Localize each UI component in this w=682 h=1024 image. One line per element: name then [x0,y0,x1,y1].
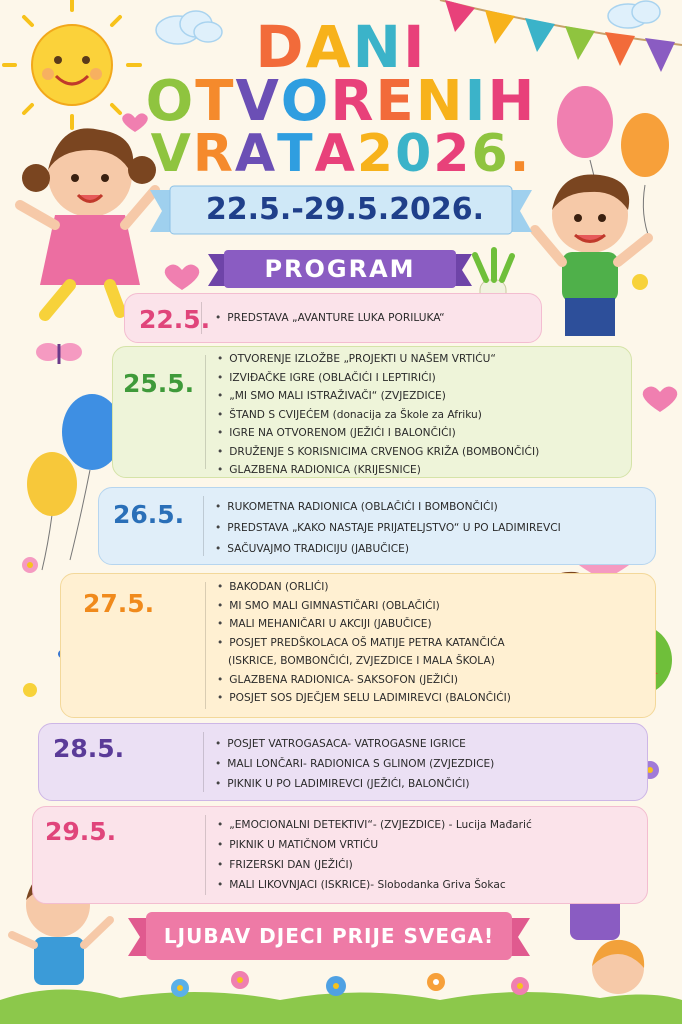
title-letter: 6 [471,124,510,184]
list-item: • MALI LONČARI- RADIONICA S GLINOM (ZVJEZDICE) [215,754,494,774]
title-letter: A [234,124,278,184]
title-letter: O [145,69,196,134]
title-letter: R [330,69,376,134]
list-item: • „MI SMO MALI ISTRAŽIVAČI“ (ZVJEZDICE) [217,387,539,406]
list-item: • BAKODAN (ORLIĆI) [217,578,511,597]
day-items [217,350,539,480]
title-letter: N [352,13,403,81]
title-letter: . [509,124,532,184]
butterfly-icon [36,343,82,364]
list-item: • MALI LIKOVNJACI (ISKRICE)- Slobodanka Griva Šokac [217,875,532,895]
day-box-27 [60,573,656,718]
title-letter: 2 [356,124,396,184]
title-letter: A [314,124,357,184]
list-item: • MALI MEHANIČARI U AKCIJI (JABUČICE) [217,615,511,634]
title-letter: T [277,124,315,184]
day-date: 22.5. [139,305,211,334]
list-item: • FRIZERSKI DAN (JEŽIĆI) [217,855,532,875]
title-line-2 [0,69,682,134]
list-item: • OTVORENJE IZLOŽBE „PROJEKTI U NAŠEM VRTIĆU“ [217,350,539,369]
heart-icon [643,386,678,412]
list-item: • RUKOMETNA RADIONICA (OBLAČIĆI I BOMBONČIĆI) [215,497,561,518]
title-letter: V [235,69,281,134]
title-line-1 [0,13,682,81]
day-box-26 [98,487,656,565]
day-date: 29.5. [45,817,117,846]
day-date: 26.5. [113,500,185,529]
list-item: • ŠTAND S CVIJEĆEM (donacija za Škole za Afriku) [217,406,539,425]
list-item: • POSJET PREDŠKOLACA OŠ MATIJE PETRA KATANČIĆA [217,634,511,653]
list-item: • POSJET SOS DJEČJEM SELU LADIMIREVCI (BALONČIĆI) [217,689,511,708]
list-item: • „EMOCIONALNI DETEKTIVI“- (ZVJEZDICE) - Lucija Mađarić [217,815,532,835]
title-letter: 2 [433,124,472,184]
list-item: • MI SMO MALI GIMNASTIČARI (OBLAČIĆI) [217,597,511,616]
list-item: • PIKNIK U MATIČNOM VRTIĆU [217,835,532,855]
list-item: • IZVIĐAČKE IGRE (OBLAČIĆI I LEPTIRIĆI) [217,369,539,388]
title-letter: I [403,13,427,81]
day-box-22 [124,293,542,343]
title-letter: D [255,13,306,81]
day-box-25 [112,346,632,478]
day-date: 27.5. [83,589,155,618]
title-letter: I [464,69,488,134]
list-item-continued: (ISKRICE, BOMBONČIĆI, ZVJEZDICE I MALA ŠKOLA) [228,655,495,667]
title-letter: R [192,124,235,184]
title-line-3 [0,124,682,184]
day-items [215,309,445,328]
list-item: • PIKNIK U PO LADIMIREVCI (JEŽIĆI, BALONČIĆI) [215,774,494,794]
day-items [217,815,532,895]
title-letter: H [487,69,537,134]
title-letter: E [375,69,416,134]
list-item: • GLAZBENA RADIONICA- SAKSOFON (JEŽIĆI) [217,671,511,690]
title-letter: T [195,69,236,134]
program-label: PROGRAM [264,255,416,283]
list-item: • PREDSTAVA „KAKO NASTAJE PRIJATELJSTVO“ U PO LADIMIREVCI [215,518,561,539]
day-date: 25.5. [123,369,195,398]
title-text [151,124,532,184]
day-items [215,734,494,794]
date-range: 22.5.-29.5.2026. [205,192,485,227]
boy-character-icon [535,174,648,336]
day-items [217,578,511,708]
list-item: • PREDSTAVA „AVANTURE LUKA PORILUKA“ [215,309,445,328]
day-date: 28.5. [53,734,125,763]
day-box-28 [38,723,648,801]
title-letter: N [415,69,465,134]
list-item: • GLAZBENA RADIONICA (KRIJESNICE) [217,461,539,480]
list-item: • IGRE NA OTVORENOM (JEŽIĆI I BALONČIĆI) [217,424,539,443]
title-letter: V [150,124,193,184]
title-letter: 0 [395,124,434,184]
day-box-29 [32,806,648,904]
list-item: • DRUŽENJE S KORISNICIMA CRVENOG KRIŽA (BOMBONČIĆI) [217,443,539,462]
day-items [215,497,561,560]
title-letter: O [280,69,331,134]
footer-slogan: LJUBAV DJECI PRIJE SVEGA! [163,924,495,948]
list-item: • SAČUVAJMO TRADICIJU (JABUČICE) [215,539,561,560]
heart-icon [165,264,200,290]
list-item: • POSJET VATROGASACA- VATROGASNE IGRICE [215,734,494,754]
title-letter: A [305,13,353,81]
